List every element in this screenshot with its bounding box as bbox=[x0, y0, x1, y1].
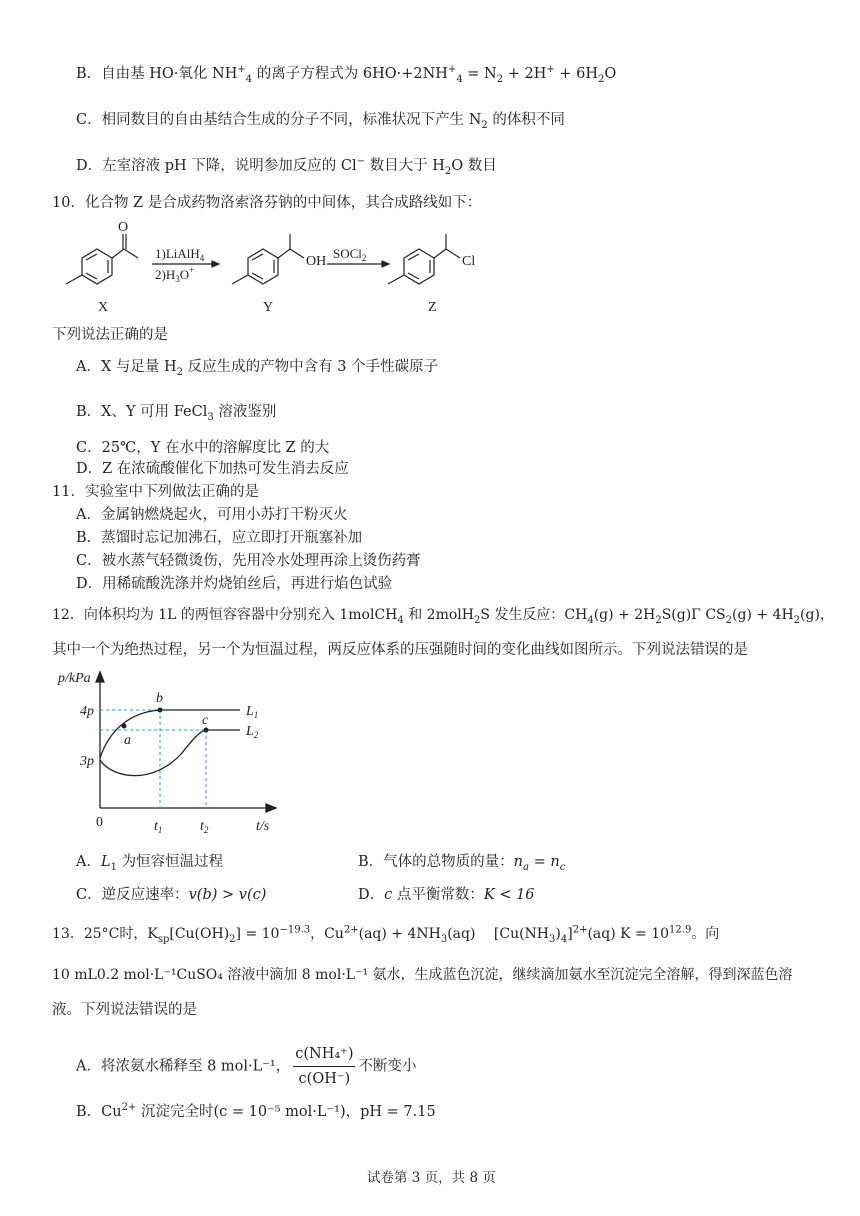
q12-option-a: A．$L_1$ 为恒容恒温过程 bbox=[76, 854, 224, 873]
svg-text:1)LiAlH4: 1)LiAlH$_4$ bbox=[155, 246, 205, 263]
q13-stem-line2: 10 mL0.2 mol·L⁻¹CuSO₄ 溶液中滴加 8 mol·L⁻¹ 氨水，生成蓝色沉淀，继续滴加氨水至沉淀完全溶解，得到深蓝色溶 bbox=[52, 967, 793, 983]
y-axis-label: p/kPa bbox=[58, 671, 91, 686]
q12-pressure-chart bbox=[52, 668, 312, 838]
point-a bbox=[122, 724, 127, 729]
q9-option-d: D．左室溶液 pH 下降，说明参加反应的 Cl− 数目大于 $H_2O$ 数目 bbox=[76, 156, 497, 177]
q11-option-a: A．金属钠燃烧起火，可用小苏打干粉灭火 bbox=[76, 507, 348, 523]
label-z: Z bbox=[428, 300, 437, 315]
q12-option-c: C．逆反应速率：v(b) > v(c) bbox=[76, 887, 267, 903]
y-oh: OH bbox=[306, 254, 327, 269]
q10-synthesis-scheme bbox=[52, 218, 552, 318]
q13-stem-line3: 液。下列说法错误的是 bbox=[52, 1002, 197, 1018]
label-a: a bbox=[124, 733, 131, 748]
q12-option-d: D．c 点平衡常数：K < 16 bbox=[358, 887, 535, 903]
q10-option-b: B．X、Y 可用 FeCl$_3$ 溶液鉴别 bbox=[76, 404, 277, 423]
label-l2: $L_2$ bbox=[246, 724, 259, 740]
q9-option-b: B．自由基 HO·氧化 $NH^+_4$ 的离子方程式为 $6HO\cdot+2NH^+_4 = N_2 + 2H^+ + 6H_2O$ bbox=[76, 64, 617, 85]
q13-option-a: A．将浓氨水稀释至 8 mol·L⁻¹， $\frac{\text{c(NH₄⁺)}}{c(OH^-)}$ 不断变小 bbox=[76, 1042, 416, 1091]
page-footer: 试卷第 3 页，共 8 页 bbox=[367, 1170, 496, 1186]
tick-3p: 3p bbox=[80, 754, 94, 769]
tick-t2: $t_2$ bbox=[200, 819, 209, 835]
x-axis-label: t/s bbox=[256, 819, 270, 834]
label-l1: $L_1$ bbox=[246, 704, 259, 720]
q11-option-d: D．用稀硫酸洗涤并灼烧铂丝后，再进行焰色试验 bbox=[76, 576, 393, 592]
z-cl: Cl bbox=[462, 254, 476, 269]
tick-4p: 4p bbox=[80, 704, 94, 719]
q11-option-c: C．被水蒸气轻微烫伤，先用冷水处理再涂上烫伤药膏 bbox=[76, 553, 421, 569]
svg-text:2)H3O+: $2)H_3O^+$ bbox=[155, 265, 195, 284]
q9-option-c: C．相同数目的自由基结合生成的分子不同，标准状况下产生 $N_2$ 的体积不同 bbox=[76, 112, 565, 131]
point-b bbox=[158, 708, 163, 713]
tick-origin: 0 bbox=[96, 815, 103, 830]
q10-option-c: C．25℃，Y 在水中的溶解度比 Z 的大 bbox=[76, 440, 330, 456]
q10-ask: 下列说法正确的是 bbox=[52, 327, 168, 343]
curve-l2 bbox=[100, 730, 240, 776]
q10-option-d: D．Z 在浓硫酸催化下加热可发生消去反应 bbox=[76, 461, 349, 477]
nh4-oh-ratio: $\frac{\text{c(NH₄⁺)}}{c(OH^-)}$ bbox=[293, 1042, 355, 1091]
q13-option-b: B．$Cu^{2+}$ 沉淀完全时(c = 10⁻⁵ mol·L⁻¹)，pH = 7.15 bbox=[76, 1102, 436, 1120]
curve-l1 bbox=[100, 710, 240, 758]
q12-option-b: B．气体的总物质的量：$n_a = n_c$ bbox=[358, 854, 566, 873]
tick-t1: $t_1$ bbox=[154, 819, 163, 835]
label-c: c bbox=[202, 713, 209, 728]
label-b: b bbox=[156, 691, 163, 706]
q13-stem-line1: 13．25°C时，$K_{sp}[Cu(OH)_2] = 10^{-19.3}$，$Cu^{2+}(aq) + 4NH_3(aq)$ $[Cu(NH_3)_4]^{2+}(aq) K = 10^{12.9}$。向 bbox=[52, 924, 720, 945]
label-y: Y bbox=[263, 300, 274, 315]
point-c bbox=[204, 728, 209, 733]
q10-stem: 10．化合物 Z 是合成药物洛索洛芬钠的中间体，其合成路线如下： bbox=[52, 195, 482, 211]
q11-option-b: B．蒸馏时忘记加沸石，应立即打开瓶塞补加 bbox=[76, 530, 363, 546]
q12-stem-line1: 12．向体积均为 1L 的两恒容容器中分别充入 1molCH$_4$ 和 2molH$_2$S 发生反应：$CH_4(g) + 2H_2S(g)\Gamma$ $CS_2(g) + 4H_2(g)$， bbox=[52, 607, 834, 626]
x-oxygen: O bbox=[118, 220, 129, 235]
q10-option-a: A．X 与足量 $H_2$ 反应生成的产物中含有 3 个手性碳原子 bbox=[76, 359, 439, 378]
label-x: X bbox=[98, 300, 109, 315]
svg-text:SOCl2: SOCl$_2$ bbox=[333, 246, 367, 263]
q12-stem-line2: 其中一个为绝热过程，另一个为恒温过程，两反应体系的压强随时间的变化曲线如图所示。下列说法错误的是 bbox=[52, 642, 748, 658]
q11-stem: 11．实验室中下列做法正确的是 bbox=[52, 484, 259, 500]
